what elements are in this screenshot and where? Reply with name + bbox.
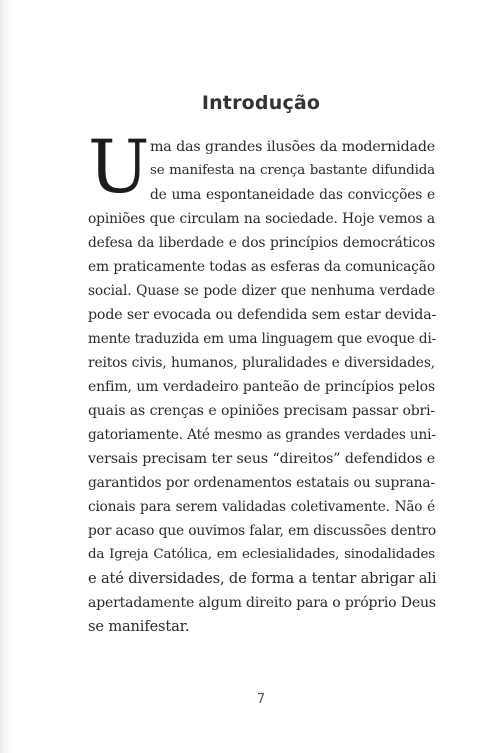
text-line: reitos civis, humanos, pluralidades e diversidades, — [88, 355, 435, 371]
text-line: e até diversidades, de forma a tentar abrigar ali — [88, 570, 437, 587]
chapter-title: Introdução — [201, 92, 321, 114]
text-line: opiniões que circulam na sociedade. Hoje vemos a — [88, 211, 435, 227]
text-line: mente traduzida em uma linguagem que evoque di- — [88, 331, 437, 347]
text-line: se manifestar. — [88, 618, 190, 635]
text-line: por acaso que ouvimos falar, em discussões dentro — [88, 523, 437, 539]
text-line: de uma espontaneidade das convicções e — [150, 187, 435, 203]
text-line: defesa da liberdade e dos princípios democráticos — [88, 235, 435, 251]
page-number: 7 — [256, 692, 266, 707]
text-line: em praticamente todas as esferas da comunicação — [88, 259, 435, 275]
text-line: quais as crenças e opiniões precisam passar obri- — [88, 403, 435, 419]
text-line: versais precisam ter seus “direitos” defendidos e — [88, 451, 435, 467]
text-line: da Igreja Católica, em eclesialidades, sinodalidades — [88, 547, 435, 562]
text-line: cionais para serem validadas coletivamente. Não é — [88, 499, 435, 515]
text-line: se manifesta na crença bastante difundida — [150, 163, 435, 178]
text-line: social. Quase se pode dizer que nenhuma verdade — [88, 283, 435, 299]
text-line: garantidos por ordenamentos estatais ou suprana- — [88, 475, 435, 491]
text-line: pode ser evocada ou defendida sem estar devida- — [88, 307, 437, 323]
text-line: gatoriamente. Até mesmo as grandes verdades uni- — [88, 427, 436, 443]
text-line: apertadamente algum direito para o próprio Deus — [88, 595, 436, 611]
drop-cap: U — [88, 125, 150, 210]
text-line: enfim, um verdadeiro panteão de princípios pelos — [88, 379, 435, 395]
text-line: ma das grandes ilusões da modernidade — [150, 139, 435, 155]
